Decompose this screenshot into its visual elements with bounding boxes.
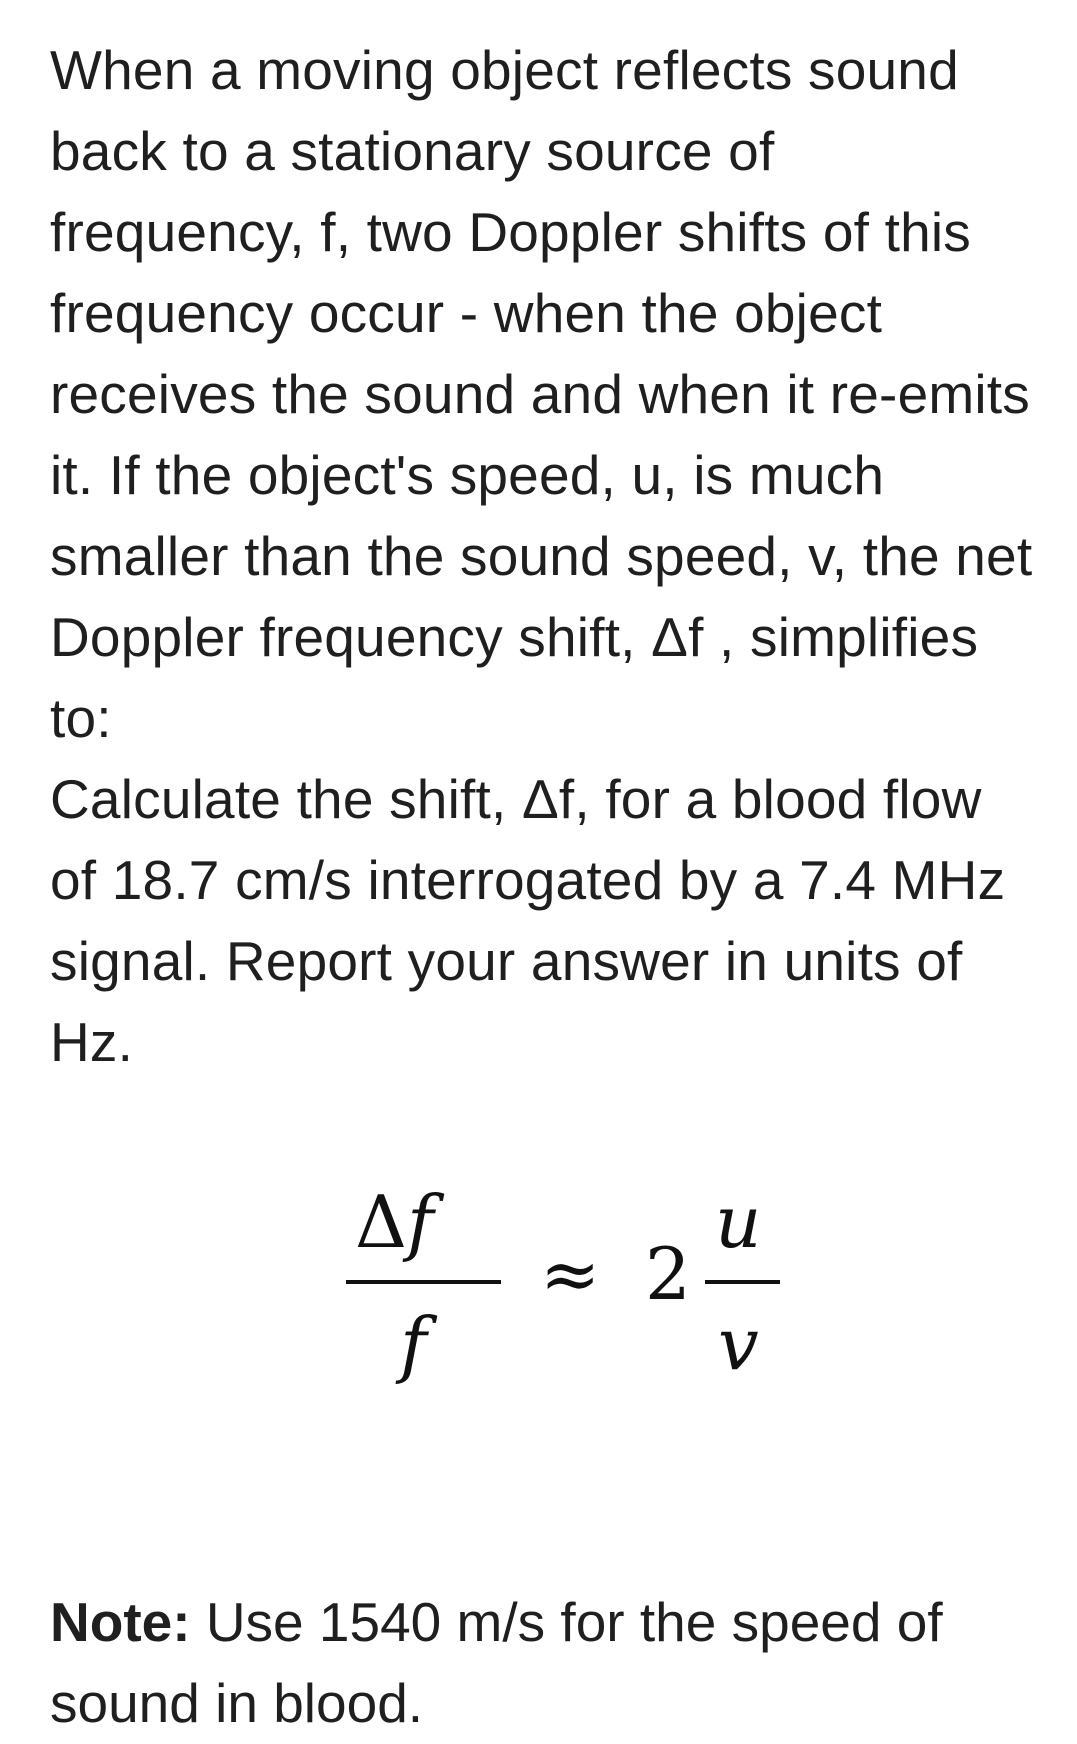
question-line: to: bbox=[50, 687, 112, 749]
question-line: Calculate the shift, Δf, for a blood flow bbox=[50, 768, 982, 830]
question-line: signal. Report your answer in units of bbox=[50, 930, 963, 992]
note-line bbox=[50, 1582, 1060, 1663]
formula-right-denominator: v bbox=[718, 1302, 759, 1386]
formula-right-fraction-bar bbox=[705, 1280, 780, 1284]
question-line: frequency occur - when the object bbox=[50, 282, 883, 344]
question-line: Hz. bbox=[50, 1011, 134, 1073]
question-text bbox=[50, 30, 1060, 1083]
note-line: sound in blood. bbox=[50, 1672, 424, 1734]
question-line: frequency, f, two Doppler shifts of this bbox=[50, 201, 972, 263]
formula-left-fraction-bar bbox=[346, 1280, 501, 1284]
formula-left-denominator: f bbox=[400, 1302, 427, 1386]
question-line: smaller than the sound speed, v, the net bbox=[50, 525, 1033, 587]
note-body: Use 1540 m/s for the speed of bbox=[190, 1591, 943, 1653]
doppler-formula bbox=[0, 1150, 1077, 1410]
question-line: it. If the object's speed, u, is much bbox=[50, 444, 885, 506]
formula-coefficient: 2 bbox=[645, 1232, 691, 1316]
formula-left-numerator bbox=[355, 1180, 434, 1264]
question-line: When a moving object reflects sound bbox=[50, 39, 959, 101]
question-paragraph bbox=[50, 30, 1060, 1083]
formula-delta-symbol: Δ bbox=[355, 1180, 407, 1264]
question-line: of 18.7 cm/s interrogated by a 7.4 MHz bbox=[50, 849, 1006, 911]
note-text bbox=[50, 1582, 1060, 1744]
formula-approx-symbol: ≈ bbox=[540, 1232, 601, 1316]
question-line: back to a stationary source of bbox=[50, 120, 775, 182]
formula-right-numerator: u bbox=[715, 1180, 762, 1264]
formula-f-variable: f bbox=[407, 1180, 434, 1264]
question-line: receives the sound and when it re-emits bbox=[50, 363, 1030, 425]
note-label: Note: bbox=[50, 1591, 191, 1653]
question-line: Doppler frequency shift, Δf , simplifies bbox=[50, 606, 979, 668]
